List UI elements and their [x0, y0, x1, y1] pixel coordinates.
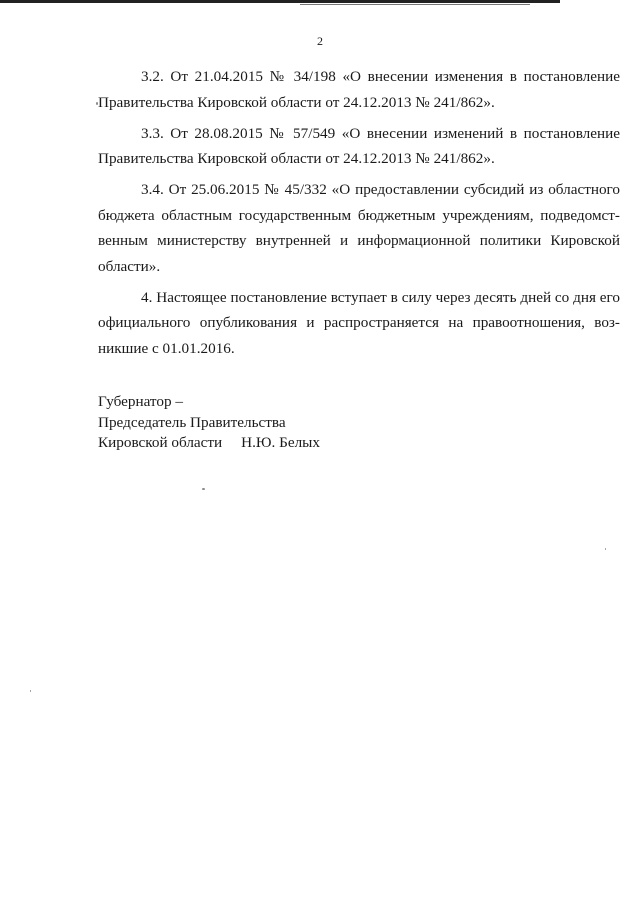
scan-speck — [30, 690, 31, 692]
scan-speck — [96, 102, 98, 105]
paragraph-3-2 — [98, 64, 620, 115]
text-line: бюджета областным государственным бюджетным учреждениям, подведомст- — [98, 206, 620, 224]
text-line: 4. Настоящее постановление вступает в силу через десять дней со дня его — [141, 288, 620, 306]
scan-speck — [605, 548, 606, 550]
document-body — [98, 64, 620, 367]
text-line: Правительства Кировской области от 24.12.2013 № 241/862». — [98, 150, 495, 167]
text-line: Правительства Кировской области от 24.12.2013 № 241/862». — [98, 93, 495, 111]
scan-edge-line-thin — [300, 4, 530, 5]
paragraph-4 — [98, 285, 620, 362]
page-number: 2 — [317, 34, 323, 48]
signature-position: Председатель Правительства — [98, 413, 286, 431]
scan-edge-line — [0, 0, 560, 3]
text-line: никшие с 01.01.2016. — [98, 339, 235, 357]
paragraph-3-4 — [98, 177, 620, 279]
signature-block — [98, 392, 320, 454]
signature-name: Кировской области Н.Ю. Белых — [98, 434, 320, 451]
text-line: венным министерству внутренней и информационной политики Кировской — [98, 232, 620, 249]
scan-speck — [202, 488, 205, 490]
signature-title: Губернатор – — [98, 393, 183, 410]
text-line: 3.2. От 21.04.2015 № 34/198 «О внесении изменения в постановление — [141, 68, 620, 85]
text-line: 3.3. От 28.08.2015 № 57/549 «О внесении изменений в постановление — [141, 124, 620, 142]
text-line: 3.4. От 25.06.2015 № 45/332 «О предоставлении субсидий из областного — [141, 181, 620, 198]
text-line: официального опубликования и распространяется на правоотношения, воз- — [98, 314, 620, 331]
paragraph-3-3 — [98, 121, 620, 172]
text-line: области». — [98, 257, 161, 275]
